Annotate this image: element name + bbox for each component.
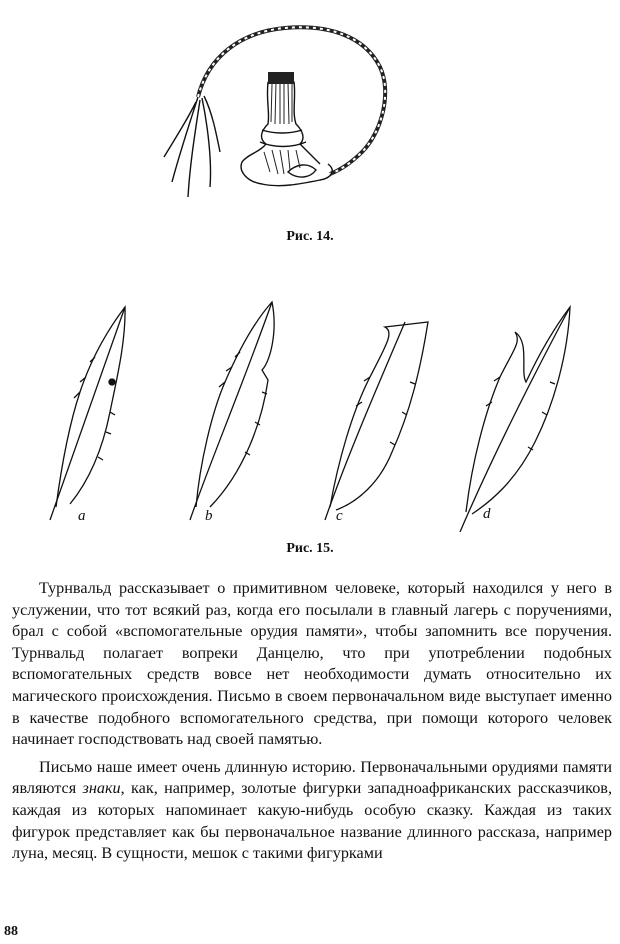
figure-15-caption: Рис. 15. (286, 541, 334, 556)
emphasis-znaki: знаки (82, 779, 121, 798)
feather-d (460, 307, 570, 532)
feather-label-a: a (78, 508, 86, 524)
body-text (12, 578, 612, 865)
feather-label-c: c (336, 508, 343, 524)
feather-c (325, 322, 428, 520)
feather-a (50, 307, 125, 520)
page-number: 88 (4, 924, 18, 939)
feather-b (190, 302, 274, 520)
paragraph-2-end: , как, например, золотые фигурки западноафриканских рассказчиков, каждая из которых напоминает какую-нибудь особую сказку. Каждая из таких фигурок представляет как бы первоначальное название длинного рассказа, например луна, месяц. В сущности, мешок с такими фигурками (12, 779, 612, 863)
paragraph-2 (12, 757, 612, 865)
feather-label-b: b (205, 508, 213, 524)
paragraph-1: Турнвальд рассказывает о примитивном человеке, который находился у него в услужении, что тот всякий раз, когда его посылали в главный лагерь с поручениями, брал с собой «вспомогательные орудия памяти», чтобы запомнить все поручения. Турнвальд полагает вопреки Данцелю, что при употреблении подобных вспомогательных средств вовсе нет необходимости думать относительно их магического происхождения. Письмо в своем первоначальном виде выступает именно в качестве подобного вспомогательного средства, при помощи которого человек начинает господствовать над своей памятью. (12, 579, 612, 749)
paragraph-2-start: Письмо наше имеет очень длинную историю. Первоначальными орудиями памяти являются (12, 757, 612, 798)
figure-15-illustration (40, 292, 600, 532)
feather-label-d: d (483, 506, 491, 522)
figure-14-caption: Рис. 14. (286, 229, 334, 244)
figure-14-illustration (150, 12, 450, 212)
